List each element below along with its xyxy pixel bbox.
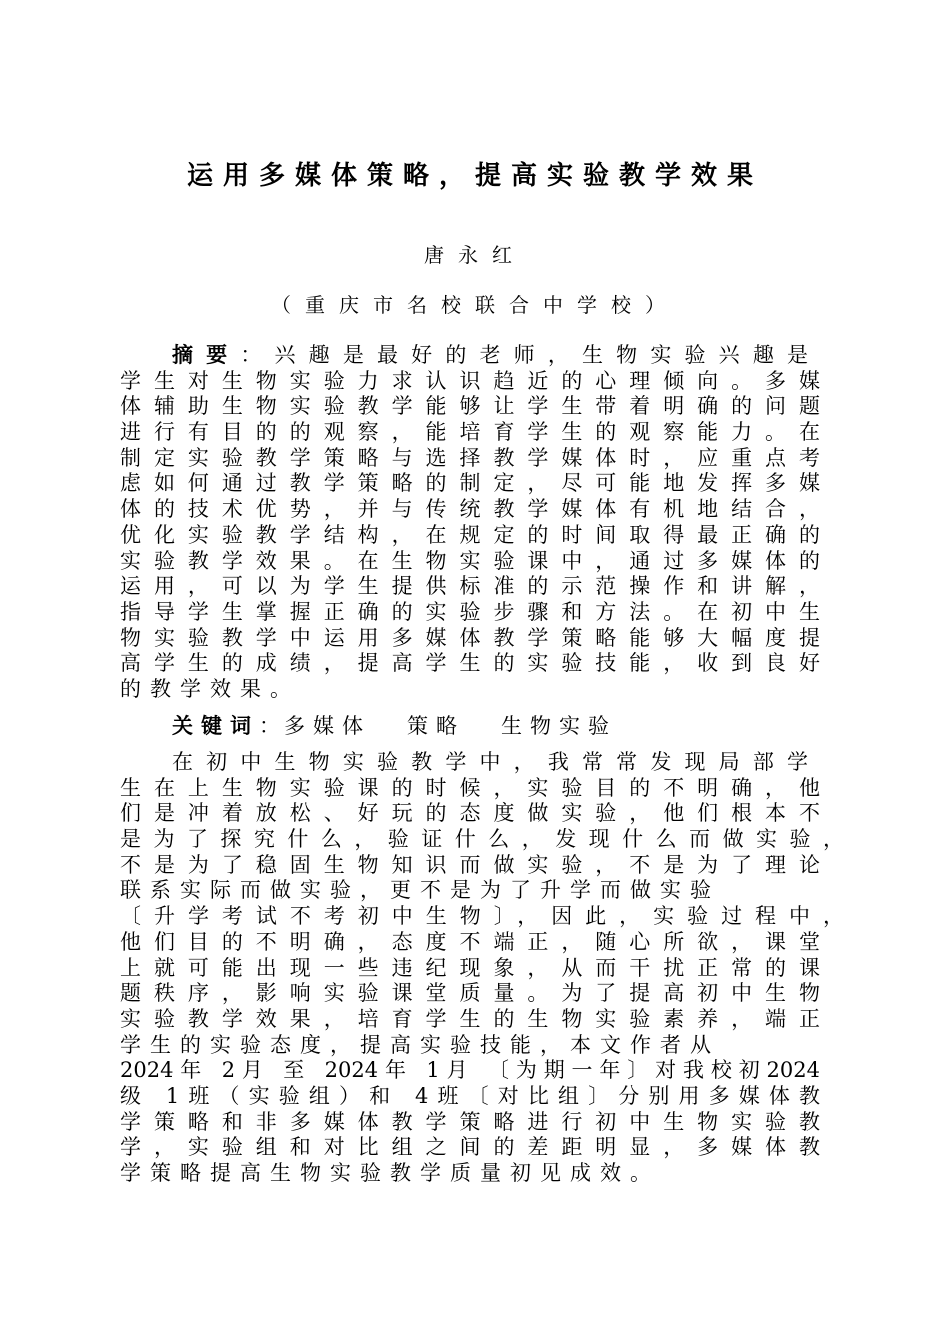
body-line: 学策略和非多媒体教学策略进行初中生物实验教	[120, 1109, 820, 1134]
keyword-item: 生物实验	[501, 714, 617, 738]
abstract-line: 高学生的成绩，提高学生的实验技能，收到良好	[120, 651, 820, 676]
author-affiliation: （重庆市名校联合中学校）	[271, 293, 679, 317]
abstract-line: 进行有目的的观察，能培育学生的观察能力。在	[120, 420, 820, 445]
body-line: 〔升学考试不考初中生物〕，因此，实验过程中，	[120, 904, 844, 929]
body-line: 联系实际而做实验，更不是为了升学而做实验	[120, 878, 720, 903]
document-title: 运用多媒体策略，提高实验教学效果	[186, 161, 763, 191]
abstract-line: 体的技术优势，并与传统教学媒体有机地结合，	[120, 497, 820, 522]
body-line: 他们目的不明确，态度不端正，随心所欲，课堂	[120, 929, 820, 954]
abstract-label-sep: ：	[240, 343, 275, 367]
body-line: 实验教学效果，培育学生的生物实验素养，端正	[120, 1006, 820, 1031]
author-name: 唐永红	[424, 243, 526, 267]
abstract-line: 的教学效果。	[120, 676, 300, 701]
body-line: 们是冲着放松、好玩的态度做实验，他们根本不	[120, 801, 820, 826]
abstract-line: 制定实验教学策略与选择教学媒体时，应重点考	[120, 445, 820, 470]
body-line: 上就可能出现一些违纪现象，从而干扰正常的课	[120, 955, 820, 980]
abstract-line: 运用，可以为学生提供标准的示范操作和讲解，	[120, 574, 820, 599]
abstract-section	[120, 343, 860, 703]
body-line: 学策略提高生物实验教学质量初见成效。	[120, 1161, 660, 1185]
abstract-line: 指导学生掌握正确的实验步骤和方法。在初中生	[120, 599, 820, 624]
abstract-line: 物实验教学中运用多媒体教学策略能够大幅度提	[120, 625, 820, 650]
body-line: 级 1班（实验组）和 4班〔对比组〕分别用多媒体教	[120, 1083, 820, 1108]
body-line: 生在上生物实验课的时候，实验目的不明确，他	[120, 775, 820, 800]
keyword-item: 多媒体	[284, 714, 371, 738]
keyword-item: 策略	[407, 714, 465, 738]
keywords-label: 关键词	[172, 714, 259, 738]
abstract-first-text: 兴趣是最好的老师，生物实验兴趣是	[274, 343, 809, 367]
body-section	[120, 750, 860, 1187]
abstract-line: 虑如何通过教学策略的制定，尽可能地发挥多媒	[120, 471, 820, 496]
body-line: 学生的实验态度，提高实验技能，本文作者从	[120, 1032, 720, 1057]
abstract-line: 实验教学效果。在生物实验课中，通过多媒体的	[120, 548, 820, 573]
abstract-first-line	[120, 343, 808, 369]
keywords-label-sep: ：	[259, 714, 284, 738]
abstract-label: 摘要	[172, 343, 241, 367]
body-first-line: 在初中生物实验教学中，我常常发现局部学	[172, 750, 808, 774]
keywords-section	[172, 711, 653, 741]
body-line: 学，实验组和对比组之间的差距明显，多媒体教	[120, 1135, 820, 1160]
body-line: 2024年 2月 至 2024年 1月 〔为期一年〕对我校初2024	[120, 1058, 820, 1083]
body-line: 不是为了稳固生物知识而做实验，不是为了理论	[120, 852, 820, 877]
abstract-line: 学生对生物实验力求认识趋近的心理倾向。多媒	[120, 368, 820, 393]
abstract-line: 优化实验教学结构，在规定的时间取得最正确的	[120, 522, 820, 547]
abstract-line: 体辅助生物实验教学能够让学生带着明确的问题	[120, 394, 820, 419]
body-line: 题秩序，影响实验课堂质量。为了提高初中生物	[120, 981, 820, 1006]
body-line: 是为了探究什么，验证什么，发现什么而做实验，	[120, 827, 844, 852]
